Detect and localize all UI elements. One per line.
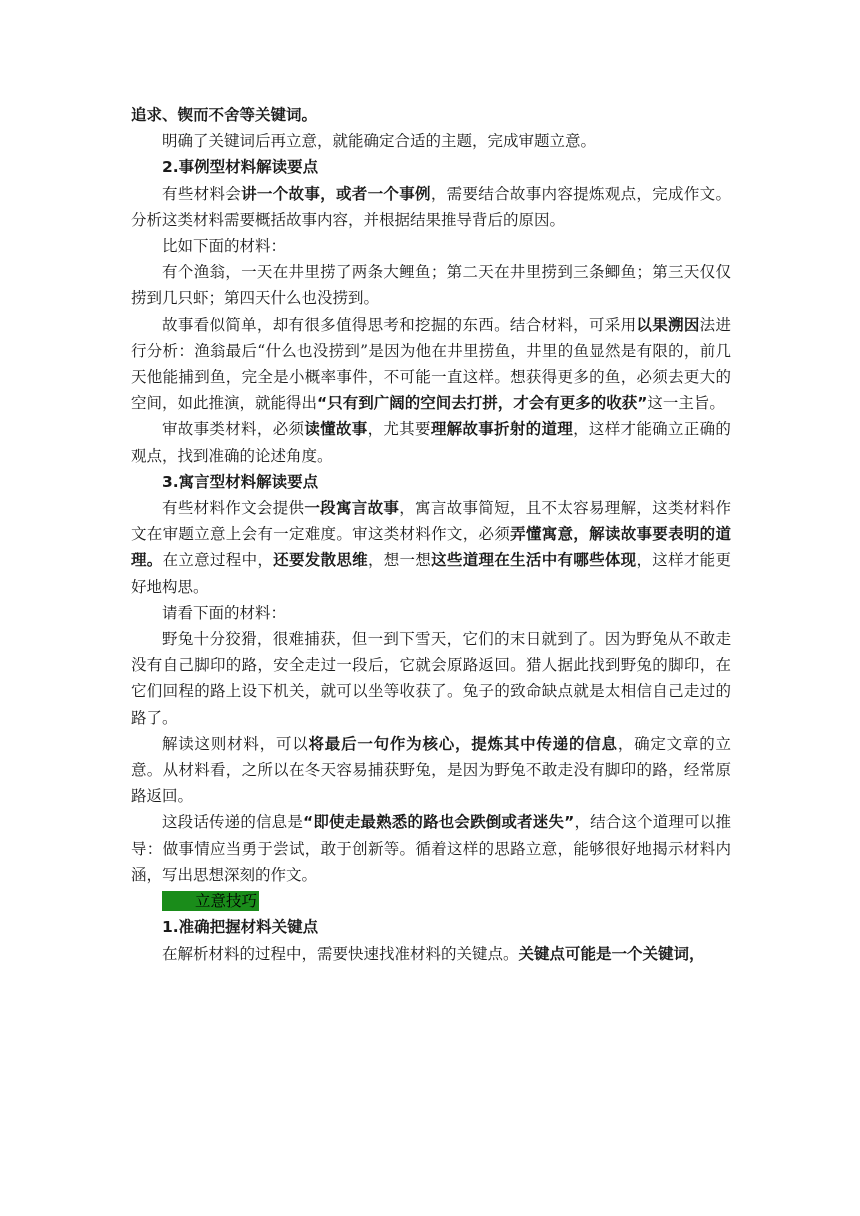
highlight-tag: 立意技巧 bbox=[162, 891, 259, 911]
text: 解读这则材料，可以 bbox=[162, 734, 309, 753]
text: 有些材料会 bbox=[162, 184, 242, 203]
text: 明确了关键词后再立意，就能确定合适的主题，完成审题立意。 bbox=[162, 132, 597, 151]
paragraph bbox=[131, 128, 731, 154]
text: ，确定文章的立意。从材料看，之所以在冬天容易捕获野兔，是因为野兔不敢走没有脚印的路，经常原路返回。 bbox=[131, 734, 731, 806]
text: ，这样才能确立正确的观点，找到准确的论述角度。 bbox=[131, 420, 731, 465]
paragraph bbox=[131, 312, 731, 417]
text: ，尤其要 bbox=[367, 420, 431, 439]
paragraph bbox=[131, 181, 731, 233]
document-body bbox=[131, 102, 731, 967]
bold-text: 还要发散思维 bbox=[273, 551, 368, 570]
text: 审故事类材料，必须 bbox=[162, 420, 305, 439]
paragraph bbox=[131, 233, 731, 259]
paragraph bbox=[131, 888, 731, 914]
bold-text: 追求、锲而不舍等关键词。 bbox=[131, 106, 318, 124]
text: ，寓言故事简短，且不太容易理解，这类材料作文在审题立意上会有一定难度。审这类材料作文，必须 bbox=[131, 499, 731, 544]
text: 在解析材料的过程中，需要快速找准材料的关键点。 bbox=[162, 944, 519, 963]
text: ，想一想 bbox=[367, 551, 432, 570]
bold-text: “只有到广阔的空间去打拼，才会有更多的收获” bbox=[317, 394, 648, 413]
text: 在立意过程中， bbox=[162, 551, 274, 570]
section-heading: 2.事例型材料解读要点 bbox=[162, 158, 319, 177]
text: 野兔十分狡猾，很难捕获，但一到下雪天，它们的末日就到了。因为野兔从不敢走没有自己脚印的路，安全走过一段后，它就会原路返回。猎人据此找到野兔的脚印，在它们回程的路上设下机关，就可以坐等收获了。兔子的致命缺点就是太相信自己走过的路了。 bbox=[131, 630, 731, 727]
paragraph bbox=[131, 102, 731, 128]
text: 比如下面的材料： bbox=[162, 237, 287, 256]
paragraph bbox=[131, 416, 731, 468]
bold-text: 这些道理在生活中有哪些体现 bbox=[431, 551, 637, 570]
section-heading: 3.寓言型材料解读要点 bbox=[162, 472, 319, 491]
quoted-material bbox=[131, 259, 731, 311]
paragraph bbox=[131, 731, 731, 810]
bold-text: 一段寓言故事 bbox=[304, 499, 400, 518]
paragraph bbox=[131, 941, 731, 967]
bold-text: 关键点可能是一个关键词， bbox=[518, 944, 705, 963]
text: 故事看似简单，却有很多值得思考和挖掘的东西。结合材料，可采用 bbox=[162, 315, 637, 334]
bold-text: “即使走最熟悉的路也会跌倒或者迷失” bbox=[303, 813, 575, 832]
text: 有个渔翁，一天在井里捞了两条大鲤鱼；第二天在井里捞到三条鲫鱼；第三天仅仅捞到几只虾；第四天什么也没捞到。 bbox=[131, 263, 731, 308]
bold-text: 读懂故事 bbox=[304, 420, 368, 439]
bold-text: 将最后一句作为核心，提炼其中传递的信息 bbox=[308, 734, 618, 753]
quoted-material bbox=[131, 626, 731, 731]
text: 请看下面的材料： bbox=[162, 603, 287, 622]
text: 这一主旨。 bbox=[647, 394, 725, 413]
bold-text: 理解故事折射的道理 bbox=[430, 420, 574, 439]
bold-text: 以果溯因 bbox=[636, 315, 700, 334]
text: 法进行分析：渔翁最后“什么也没捞到”是因为他在井里捞鱼，井里的鱼显然是有限的，前几天他能捕到鱼，完全是小概率事件，不可能一直这样。想获得更多的鱼，必须去更大的空间，如此推演，就能得出 bbox=[131, 315, 731, 413]
paragraph bbox=[131, 600, 731, 626]
text: ，结合这个道理可以推导：做事情应当勇于尝试，敢于创新等。循着这样的思路立意，能够很好地揭示材料内涵，写出思想深刻的作文。 bbox=[131, 813, 731, 884]
text: ，这样才能更好地构思。 bbox=[131, 551, 731, 596]
section-heading: 1.准确把握材料关键点 bbox=[162, 918, 319, 937]
bold-text: 弄懂寓意，解读故事要表明的道理。 bbox=[131, 525, 731, 570]
text: ，需要结合故事内容提炼观点，完成作文。分析这类材料需要概括故事内容，并根据结果推导背后的原因。 bbox=[131, 184, 731, 229]
text: 有些材料作文会提供 bbox=[162, 499, 305, 518]
bold-text: 讲一个故事，或者一个事例 bbox=[241, 184, 431, 203]
paragraph bbox=[131, 495, 731, 600]
text: 这段话传递的信息是 bbox=[162, 813, 304, 832]
paragraph bbox=[131, 809, 731, 888]
